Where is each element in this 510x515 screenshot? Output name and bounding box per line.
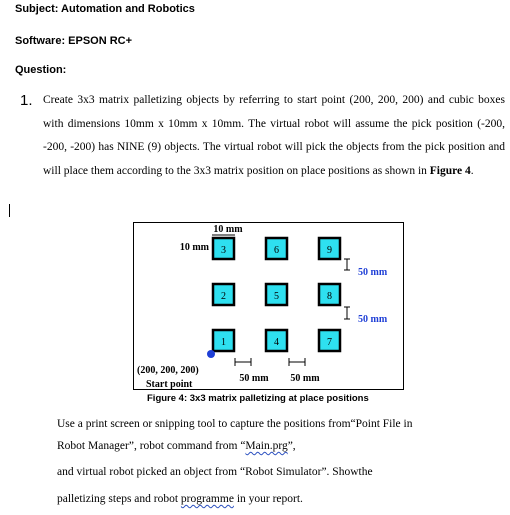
vertical-spacing-upper-label: 50 mm <box>358 267 388 278</box>
software-heading: Software: EPSON RC+ <box>15 35 133 47</box>
start-point-dot <box>207 350 215 358</box>
box-label-7: 7 <box>327 337 332 348</box>
box-label-3: 3 <box>221 245 226 256</box>
question-label: Question: <box>15 64 67 76</box>
vertical-spacing-lower-label: 50 mm <box>358 314 388 325</box>
question-text <box>43 89 505 183</box>
question-body: Create 3x3 matrix palletizing objects by referring to start point (200, 200, 200) and cubic boxes with dimensions 10mm x 10mm x 10mm. The virtual robot will assume the pick position (-200, -200, -200) has NINE (9) objects. The virtual robot will pick the objects from the pick position and will place them according to the 3x3 matrix position on place positions as shown in <box>43 94 505 177</box>
programme-word: programme <box>180 493 234 505</box>
box-label-4: 4 <box>274 337 279 348</box>
start-coords-label: (200, 200, 200) <box>137 365 199 376</box>
box-label-5: 5 <box>274 291 279 302</box>
box-label-1: 1 <box>221 337 226 348</box>
horizontal-spacing-right-label: 50 mm <box>290 373 320 384</box>
instruction-line-2-a: Robot Manager”, robot command from “ <box>57 440 246 452</box>
instruction-line-2 <box>57 440 296 452</box>
box-label-6: 6 <box>274 245 279 256</box>
start-point-label: Start point <box>146 379 193 390</box>
instruction-line-2-b: ”, <box>287 440 296 452</box>
matrix-diagram <box>134 223 405 391</box>
instruction-line-4-b: in your report. <box>233 493 303 505</box>
text-cursor <box>9 204 10 217</box>
figure-reference: Figure 4 <box>429 164 471 177</box>
box-label-9: 9 <box>327 245 332 256</box>
box-label-2: 2 <box>221 291 226 302</box>
question-number: 1. <box>20 92 33 109</box>
horizontal-spacing-left-label: 50 mm <box>239 373 269 384</box>
main-prg-link: Main.prg <box>245 440 288 452</box>
box-label-8: 8 <box>327 291 332 302</box>
instruction-line-4 <box>57 493 303 505</box>
left-dim-label: 10 mm <box>179 242 209 253</box>
instruction-line-1: Use a print screen or snipping tool to capture the positions from“Point File in <box>57 418 413 430</box>
top-dim-label: 10 mm <box>213 224 243 235</box>
instruction-line-4-a: palletizing steps and robot <box>57 493 181 505</box>
figure-caption: Figure 4: 3x3 matrix palletizing at place positions <box>147 393 369 404</box>
subject-heading: Subject: Automation and Robotics <box>15 3 195 15</box>
instruction-line-3: and virtual robot picked an object from “Robot Simulator”. Showthe <box>57 466 373 478</box>
question-end: . <box>470 164 474 177</box>
figure-4 <box>133 222 404 390</box>
